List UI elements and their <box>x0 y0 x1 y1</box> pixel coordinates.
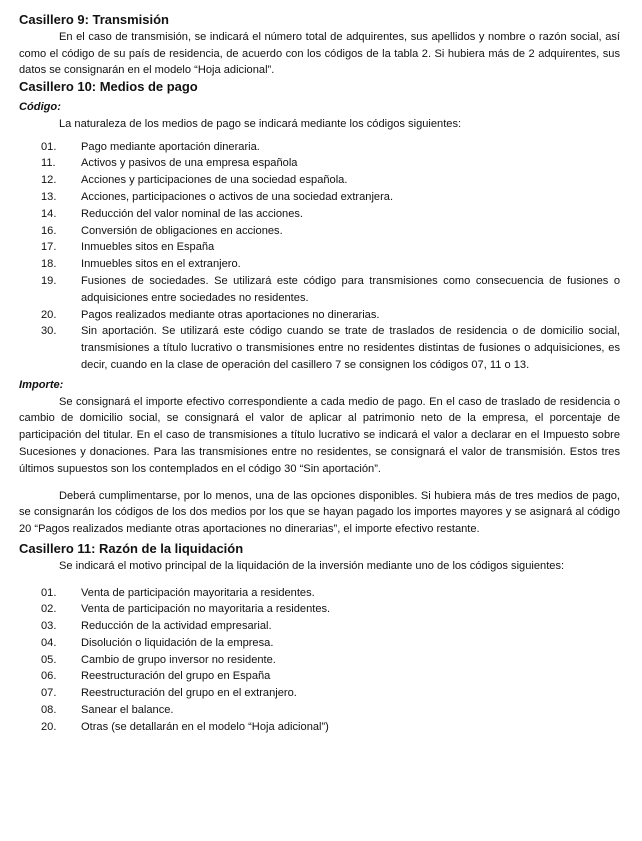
list-item <box>19 323 620 373</box>
list-item-text: Reducción del valor nominal de las acciones. <box>81 207 303 220</box>
list-item <box>19 239 620 256</box>
section-10-title: Casillero 10: Medios de pago <box>19 79 198 95</box>
list-item-number: 19. <box>41 274 57 287</box>
list-item-text: Cambio de grupo inversor no residente. <box>81 653 276 666</box>
importe-paragraph-1: Se consignará el importe efectivo correspondiente a cada medio de pago. En el caso de traslado de residencia o cambio de domicilio social, se consignará el valor de aplicar al patrimonio neto de la empresa, el porcentaje de participación del titular. En el caso de transmisiones a título lucrativo se indicará el valor a declarar en el Impuesto sobre Sucesiones y donaciones. Para las transmisiones entre no residentes, se consignará el valor de transmisión. Estos tres últimos supuestos son los contemplados en el código 30 “Sin aportación”. <box>19 395 620 475</box>
list-item-number: 20. <box>41 308 57 321</box>
list-item <box>19 172 620 189</box>
list-item-number: 14. <box>41 207 57 220</box>
list-item <box>19 618 620 635</box>
list-item <box>19 719 620 736</box>
list-item-text: Otras (se detallarán en el modelo “Hoja adicional”) <box>81 720 329 733</box>
codigo-label: Código: <box>19 100 61 113</box>
list-item-number: 12. <box>41 174 57 187</box>
list-item-text: Reestructuración del grupo en el extranjero. <box>81 687 297 700</box>
list-item-text: Venta de participación mayoritaria a residentes. <box>81 586 315 599</box>
list-item-number: 20. <box>41 720 57 733</box>
list-item <box>19 585 620 602</box>
list-item-number: 05. <box>41 653 57 666</box>
list-item <box>19 155 620 172</box>
list-item-number: 13. <box>41 190 57 203</box>
list-item <box>19 601 620 618</box>
list-item-text: Sanear el balance. <box>81 704 174 717</box>
list-item <box>19 206 620 223</box>
list-item <box>19 685 620 702</box>
list-item <box>19 652 620 669</box>
list-item-text: Acciones, participaciones o activos de una sociedad extranjera. <box>81 190 394 203</box>
list-item-text: Activos y pasivos de una empresa española <box>81 157 298 170</box>
list-item-number: 11. <box>41 157 56 170</box>
list-item <box>19 139 620 156</box>
list-item-text: Conversión de obligaciones en acciones. <box>81 224 283 237</box>
list-item <box>19 702 620 719</box>
list-item-text: Inmuebles sitos en España <box>81 241 215 254</box>
list-item <box>19 273 620 307</box>
list-item-number: 01. <box>41 140 57 153</box>
list-item-number: 06. <box>41 670 57 683</box>
section-11-title: Casillero 11: Razón de la liquidación <box>19 540 244 556</box>
section-9-body: En el caso de transmisión, se indicará el número total de adquirentes, sus apellidos y nombre o razón social, así como el código de su país de residencia, de acuerdo con los códigos de la tabla 2. Si hubiera más de 2 adquirentes, sus datos se consignarán en el modelo “Hoja adicional”. <box>19 30 620 77</box>
list-item-text: Pago mediante aportación dineraria. <box>81 140 260 153</box>
codigo-intro: La naturaleza de los medios de pago se indicará mediante los códigos siguientes: <box>59 117 462 130</box>
list-item <box>19 635 620 652</box>
list-item-number: 16. <box>41 224 57 237</box>
importe-paragraph-2: Deberá cumplimentarse, por lo menos, una de las opciones disponibles. Si hubiera más de tres medios de pago, se consignarán los códigos de los dos medios por los que se hayan pagado los importes mayores y se asignará al código 20 “Pagos realizados mediante otras aportaciones no dinerarias”, el importe efectivo restante. <box>19 489 620 536</box>
list-item-text: Acciones y participaciones de una sociedad española. <box>81 174 348 187</box>
list-item-number: 02. <box>41 603 57 616</box>
list-item <box>19 223 620 240</box>
list-item-text: Inmuebles sitos en el extranjero. <box>81 258 241 271</box>
list-item-number: 01. <box>41 586 57 599</box>
list-item-number: 03. <box>41 620 57 633</box>
list-item-number: 17. <box>41 241 57 254</box>
list-item <box>19 189 620 206</box>
list-item-text: Disolución o liquidación de la empresa. <box>81 636 274 649</box>
list-item-number: 30. <box>41 325 57 338</box>
section-11-intro: Se indicará el motivo principal de la liquidación de la inversión mediante uno de los códigos siguientes: <box>59 559 565 572</box>
list-item-number: 08. <box>41 704 57 717</box>
liquidation-reasons-list <box>19 585 620 736</box>
list-item-text: Reestructuración del grupo en España <box>81 670 271 683</box>
list-item-text: Venta de participación no mayoritaria a residentes. <box>81 603 331 616</box>
list-item-text: Pagos realizados mediante otras aportaciones no dinerarias. <box>81 308 380 321</box>
payment-codes-list <box>19 139 620 374</box>
list-item-number: 04. <box>41 636 57 649</box>
section-9-title: Casillero 9: Transmisión <box>19 12 169 27</box>
list-item-text: Sin aportación. Se utilizará este código cuando se trate de traslados de residencia o de domicilio social, transmisiones a título lucrativo o transmisiones entre no residentes distintas de fusiones o adquisiciones, es decir, cuando en la clase de operación del casillero 7 se consignen los códigos 07, 11 o 13. <box>81 325 620 371</box>
list-item-text: Fusiones de sociedades. Se utilizará este código para transmisiones como consecuencia de fusiones o adquisiciones entre sociedades no residentes. <box>81 274 620 304</box>
list-item <box>19 256 620 273</box>
list-item-text: Reducción de la actividad empresarial. <box>81 620 272 633</box>
list-item-number: 07. <box>41 687 57 700</box>
list-item <box>19 307 620 324</box>
importe-label: Importe: <box>19 378 64 391</box>
list-item <box>19 668 620 685</box>
list-item-number: 18. <box>41 258 57 271</box>
